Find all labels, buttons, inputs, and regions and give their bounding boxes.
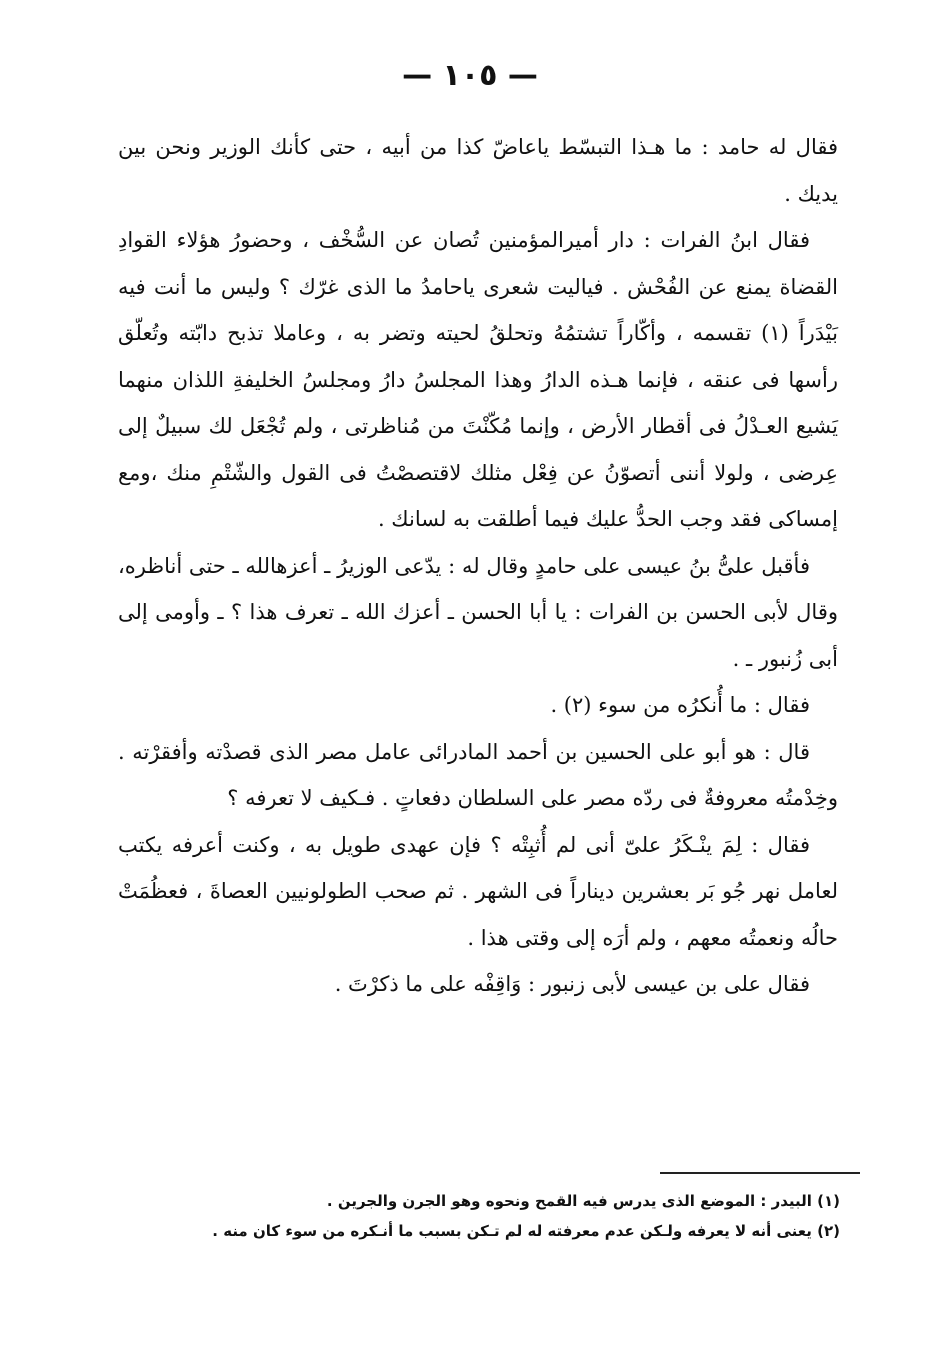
paragraph-6: فقال : لِمَ ينْـكَرُ علىّ أنى لم أُثبِتْه ؟ فإن عهدى طويل به ، وكنت أعرفه يكتب لعامل نهر جُو بَر بعشرين ديناراً فى الشهر . ثم صحب الطولونيين العصاةَ ، فعظُمَتْ حالُه ونعمتُه معهم ، ولم أرَه إلى وقتى هذا . [118,832,838,950]
footnote-divider [660,1172,860,1174]
paragraph-4: فقال : ما أُنكرُه من سوء (٢) . [550,693,810,717]
paragraph-1: فقال له حامد : ما هـذا التبسّط ياعاضّ كذا من أبيه ، حتى كأنك الوزير ونحن بين يديك . [118,135,838,206]
footnotes [150,1186,840,1246]
main-text [118,124,838,1008]
paragraph-3: فأقبل علىُّ بنُ عيسى على حامدٍ وقال له : يدّعى الوزيرُ ـ أعزهالله ـ حتى أناظره، وقال لأبى الحسن بن الفرات : يا أبا الحسن ـ أعزك الله ـ تعرف هذا ؟ ـ وأومى إلى أبى زُنبور ـ . [118,553,838,671]
paragraph-7: فقال على بن عيسى لأبى زنبور : وَاقِفْه على ما ذكرْتَ . [334,972,810,996]
footnote-1: (١) البيدر : الموضع الذى يدرس فيه القمح ونحوه وهو الجرن والجرين . [326,1192,840,1210]
footnote-2: (٢) يعنى أنه لا يعرفه ولـكن عدم معرفته له لم تـكن بسبب ما أنـكره من سوء كان منه . [212,1222,840,1240]
paragraph-2: فقال ابنُ الفرات : دار أميرالمؤمنين تُصان عن السُّخْف ، وحضورُ هؤلاء القوادِ القضاة يمنع عن الفُحْش . فياليت شعرى ياحامدُ ما الذى غرّك ؟ وليس ما أنت فيه بَيْدَراً (١) تقسمه ، وأكّاراً تشتمُهُ وتحلقُ لحيته وتضر به ، وعاملا تذبح دابّته وتُعلّق رأسها فى عنقه ، فإنما هـذه الدارُ وهذا المجلسُ دارُ ومجلسُ الخليفةِ اللذان منهما يَشيع العـدْلُ فى أقطار الأرض ، وإنما مُكّنْتَ من مُناظرتى ، ولم تُجْعَل لك سبيلٌ إلى عِرضى ، ولولا أننى أتصوّنُ عن فِعْل مثلك لاقتصصْتُ فى القول والشّتْمِ منك ،ومع إمساكى فقد وجب الحدُّ عليك فيما أطلقت به لسانك . [118,228,838,531]
paragraph-5: قال : هو أبو على الحسين بن أحمد المادرائى عامل مصر الذى قصدْته وأفقرْته . وخِدْمتُه معروفةٌ فى ردّه مصر على السلطان دفعاتٍ . فـكيف لا تعرفه ؟ [118,739,838,810]
page-number: — ١٠٥ — [402,58,538,93]
